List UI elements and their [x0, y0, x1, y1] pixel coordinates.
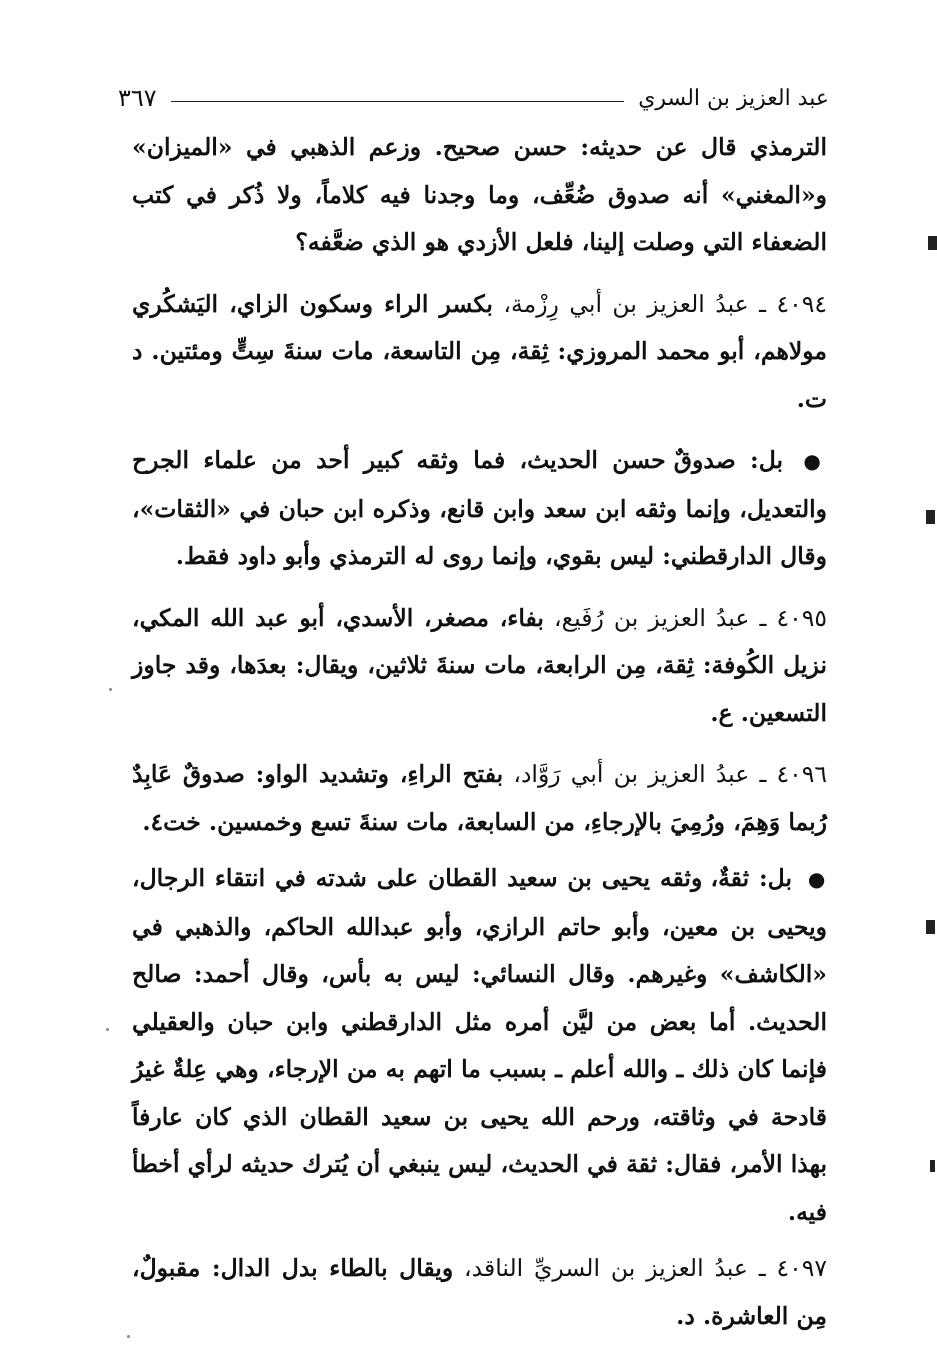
scan-dot: [127, 1335, 130, 1338]
entry-text: بفاء، مصغر، الأسدي، أبو عبد الله المكي، نزيل الكُوفة: ثِقة، مِن الرابعة، مات سنةَ ثلاثين، ويقال: بعدَها، وقد جاوز التسعين. ع.: [132, 603, 827, 727]
margin-mark-icon: [926, 920, 935, 934]
running-title: عبد العزيز بن السري: [638, 85, 829, 111]
entry-4097: [132, 1245, 827, 1340]
remark-text: صدوقٌ حسن الحديث، فما وثقه كبير أحد من علماء الجرح والتعديل، وإنما وثقه ابن سعد وابن قانع، وذكره ابن حبان في «الثقات»، وقال الدارقطني: ليس بقوي، وإنما روى له الترمذي وأبو داود فقط.: [132, 446, 827, 570]
entry-text: بكسر الراء وسكون الزاي، اليَشكُري مولاهم، أبو محمد المروزي: ثِقة، مِن التاسعة، مات سنةَ سِتٍّ ومئتين. د ت.: [132, 289, 828, 413]
bullet-icon: ●: [807, 867, 828, 891]
entry-4096: [132, 751, 827, 846]
entry-number: ٤٠٩٥ ـ: [759, 603, 827, 632]
entry-text: ويقال بالطاء بدل الدال: مقبولٌ، مِن العاشرة. د.: [132, 1254, 827, 1330]
paragraph-continuation: الترمذي قال عن حديثه: حسن صحيح. وزعم الذهبي في «الميزان» و«المغني» أنه صدوق ضُعِّف، وما وجدنا فيه كلاماً، ولا ذُكر في كتب الضعفاء التي وصلت إلينا، فلعل الأزدي هو الذي ضعَّفه؟: [132, 133, 827, 256]
bullet-icon: ●: [803, 449, 827, 473]
remark-4094: [132, 437, 827, 581]
remark-label: بل:: [750, 446, 784, 474]
entry-number: ٤٠٩٤ ـ: [759, 289, 827, 318]
entry-name: عبدُ العزيز بن أبي رَوَّاد،: [513, 760, 750, 788]
remark-4096: [132, 855, 827, 1236]
margin-mark-icon: [928, 236, 937, 250]
entry-number: ٤٠٩٧ ـ: [758, 1254, 827, 1282]
remark-text: ثقةٌ، وثقه يحيى بن سعيد القطان على شدته في انتقاء الرجال، ويحيى بن معين، وأبو حاتم الرازي، وأبو عبدالله الحاكم، والذهبي في «الكاشف» وغيرهم. وقال النسائي: ليس به بأس، وقال أحمد: صالح الحديث. أما بعض من ليَّن أمره مثل الدارقطني وابن حبان والعقيلي فإنما كان ذلك ـ والله أعلم ـ بسبب ما اتهم به من الإرجاء، وهي عِلةٌ غيرُ قادحة في وثاقته، ورحم الله يحيى بن سعيد القطان الذي كان عارفاً بهذا الأمر، فقال: ثقة في الحديث، ليس ينبغي أن يُترك حديثه لرأي أخطأ فيه.: [131, 864, 827, 1226]
margin-mark-icon: [930, 1160, 935, 1172]
entry-4094: [132, 281, 827, 424]
entry-text: بفتح الراءِ، وتشديد الواو: صدوقٌ عَابِدٌ رُبما وَهِمَ، ورُمِيَ بالإرجاءِ، من السابعة، مات سنةَ تسع وخمسين. خت٤.: [132, 760, 827, 836]
page-number: ٣٦٧: [118, 84, 157, 112]
body-text: [132, 124, 827, 1340]
margin-mark-icon: [926, 510, 935, 524]
entry-name: عبدُ العزيز بن السريِّ الناقد،: [464, 1254, 748, 1282]
header-rule: [171, 101, 625, 102]
scan-dot: [109, 688, 112, 691]
entry-number: ٤٠٩٦ ـ: [759, 760, 827, 788]
entry-name: عبدُ العزيز بن رُفَيع،: [554, 603, 750, 632]
entry-4095: [132, 595, 827, 738]
entry-name: عبدُ العزيز بن أبي رِزْمة،: [503, 289, 749, 318]
page-header: [118, 78, 829, 118]
scan-dot: [106, 1028, 109, 1031]
remark-label: بل:: [759, 864, 793, 892]
